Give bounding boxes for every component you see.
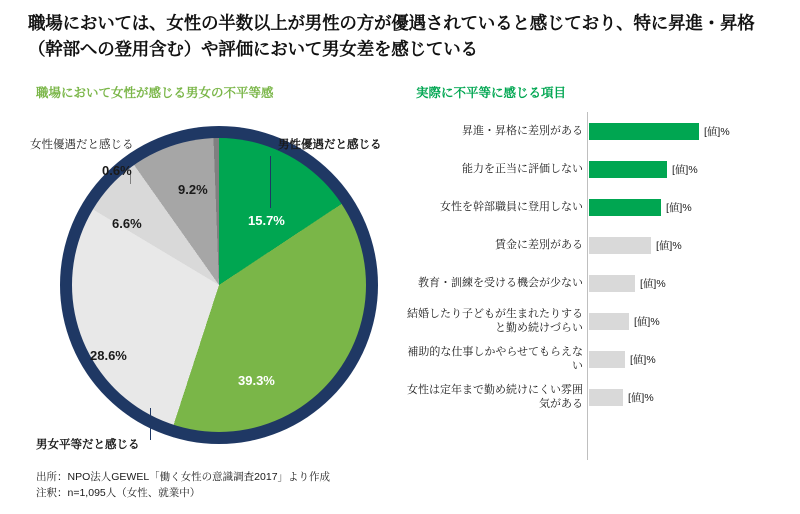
bar-track — [589, 340, 790, 378]
pie-callout-female-pref: 女性優遇だと感じる — [30, 139, 134, 151]
bar-track — [589, 302, 790, 340]
bar-value-label: [値]% — [666, 201, 692, 214]
bar-track — [589, 378, 790, 416]
bar-category-label: 補助的な仕事しかやらせてもらえない — [407, 345, 583, 372]
bar-fill — [589, 313, 629, 330]
bar-fill — [589, 389, 623, 406]
bar-fill — [589, 275, 635, 292]
bar-chart-row — [400, 302, 790, 340]
bar-fill — [589, 161, 667, 178]
bar-track — [589, 264, 790, 302]
bar-value-label: [値]% — [630, 353, 656, 366]
pie-slice-label: 0.6% — [102, 163, 132, 178]
bar-category-label: 女性を幹部職員に登用しない — [440, 200, 583, 213]
pie-slice-label: 9.2% — [178, 182, 208, 197]
bar-fill — [589, 237, 651, 254]
bar-category-label: 賃金に差別がある — [495, 238, 583, 251]
bar-value-label: [値]% — [704, 125, 730, 138]
pie-slice-label: 39.3% — [238, 373, 275, 388]
bar-value-label: [値]% — [640, 277, 666, 290]
bar-chart-row — [400, 150, 790, 188]
bar-fill — [589, 199, 661, 216]
bar-chart — [400, 112, 790, 460]
pie-callout-equal: 男女平等だと感じる — [36, 439, 140, 451]
bar-value-label: [値]% — [628, 391, 654, 404]
bar-track — [589, 188, 790, 226]
pie-slice-label: 28.6% — [90, 348, 127, 363]
pie-slice-label: 15.7% — [248, 213, 285, 228]
bar-category-label: 女性は定年まで勤め続けにくい雰囲気がある — [407, 383, 583, 410]
bar-chart-row — [400, 226, 790, 264]
right-chart-title: 実際に不平等に感じる項目 — [416, 86, 567, 100]
bar-fill — [589, 351, 625, 368]
bar-chart-row — [400, 264, 790, 302]
pie-slices — [72, 138, 366, 432]
bar-category-label: 教育・訓練を受ける機会が少ない — [418, 276, 583, 289]
bar-fill — [589, 123, 699, 140]
pie-callout-male-pref: 男性優遇だと感じる — [278, 139, 382, 151]
bar-chart-row — [400, 188, 790, 226]
leader-line-male — [270, 156, 271, 208]
bar-value-label: [値]% — [672, 163, 698, 176]
left-chart-title: 職場において女性が感じる男女の不平等感 — [36, 86, 274, 100]
bar-chart-row — [400, 340, 790, 378]
bar-track — [589, 150, 790, 188]
page-title: 職場においては、女性の半数以上が男性の方が優遇されていると感じており、特に昇進・昇格（幹部への登用含む）や評価において男女差を感じている — [28, 13, 755, 60]
bar-chart-row — [400, 112, 790, 150]
bar-category-label: 昇進・昇格に差別がある — [462, 124, 583, 137]
bar-category-label: 結婚したり子どもが生まれたりすると勤め続けづらい — [407, 307, 583, 334]
bar-category-label: 能力を正当に評価しない — [462, 162, 583, 175]
pie-chart — [30, 108, 400, 463]
bar-track — [589, 112, 790, 150]
pie-slice-label: 6.6% — [112, 216, 142, 231]
leader-line-equal — [150, 408, 151, 440]
bar-chart-row — [400, 378, 790, 416]
source-note: 出所：NPO法人GEWEL「働く女性の意識調査2017」より作成 注釈：n=1,095人（女性、就業中） — [36, 471, 331, 499]
bar-value-label: [値]% — [656, 239, 682, 252]
bar-track — [589, 226, 790, 264]
bar-value-label: [値]% — [634, 315, 660, 328]
